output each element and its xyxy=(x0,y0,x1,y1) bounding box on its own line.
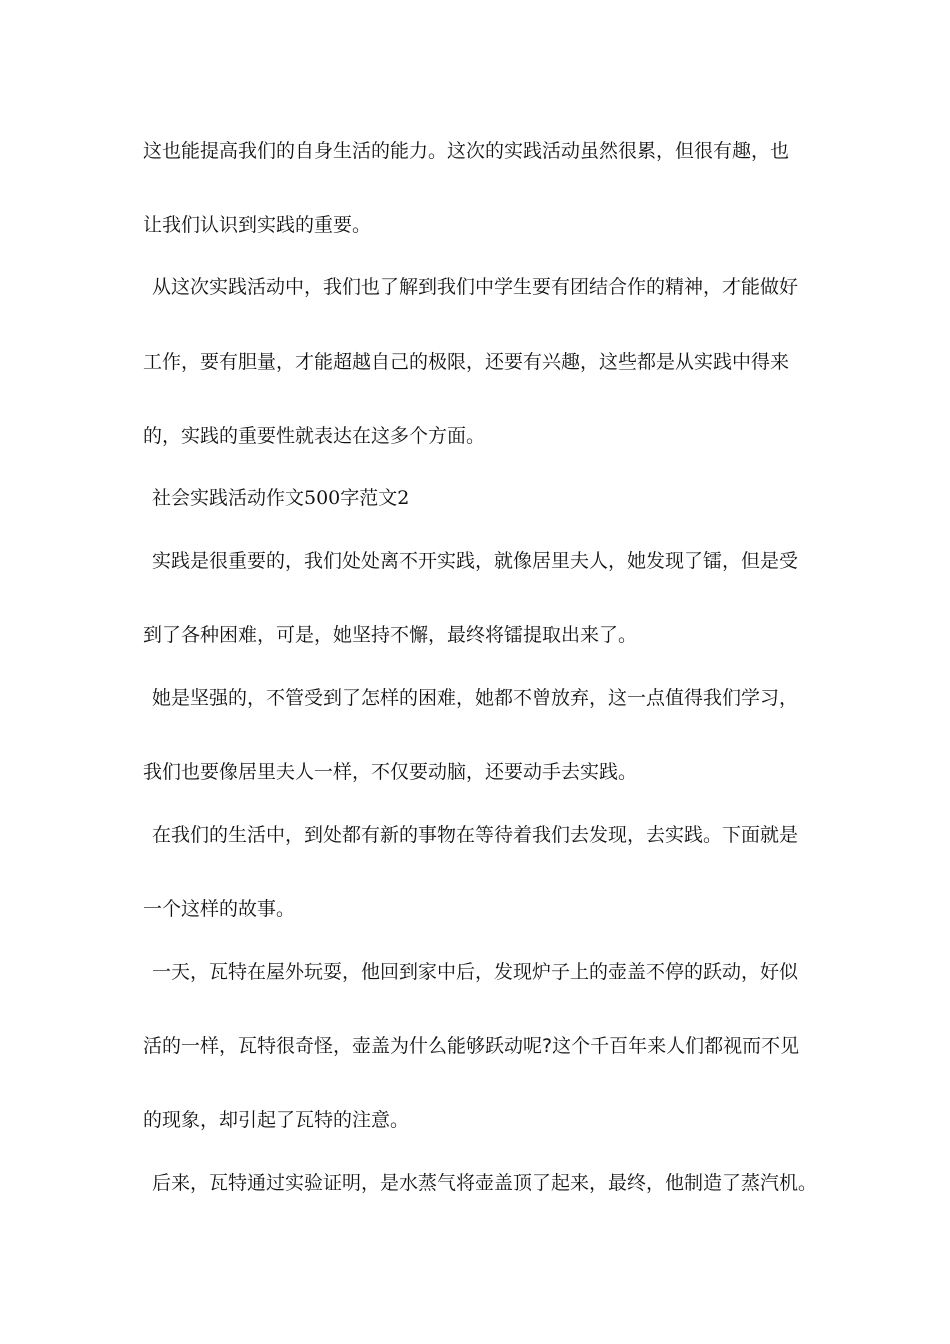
text-line: 这也能提高我们的自身生活的能力。这次的实践活动虽然很累，但很有趣，也 xyxy=(143,140,790,162)
paragraph-start-line: 在我们的生活中，到处都有新的事物在等待着我们去发现，去实践。下面就是 xyxy=(152,824,799,846)
text-line: 一个这样的故事。 xyxy=(143,898,296,920)
paragraph-start-line: 她是坚强的，不管受到了怎样的困难，她都不曾放弃，这一点值得我们学习， xyxy=(152,687,799,709)
paragraph-start-line: 后来，瓦特通过实验证明，是水蒸气将壶盖顶了起来，最终，他制造了蒸汽机。 xyxy=(152,1172,818,1194)
paragraph-start-line: 实践是很重要的，我们处处离不开实践，就像居里夫人，她发现了镭，但是受 xyxy=(152,550,799,572)
text-line: 的，实践的重要性就表达在这多个方面。 xyxy=(143,425,486,447)
section-heading: 社会实践活动作文500字范文2 xyxy=(152,487,410,509)
paragraph-start-line: 从这次实践活动中，我们也了解到我们中学生要有团结合作的精神，才能做好 xyxy=(152,276,799,298)
text-line: 的现象，却引起了瓦特的注意。 xyxy=(143,1109,410,1131)
text-line: 我们也要像居里夫人一样，不仅要动脑，还要动手去实践。 xyxy=(143,761,638,783)
text-line: 活的一样，瓦特很奇怪，壶盖为什么能够跃动呢?这个千百年来人们都视而不见 xyxy=(143,1035,800,1057)
paragraph-start-line: 一天，瓦特在屋外玩耍，他回到家中后，发现炉子上的壶盖不停的跃动，好似 xyxy=(152,961,799,983)
text-line: 让我们认识到实践的重要。 xyxy=(143,214,372,236)
text-line: 工作，要有胆量，才能超越自己的极限，还要有兴趣，这些都是从实践中得来 xyxy=(143,351,790,373)
text-line: 到了各种困难，可是，她坚持不懈，最终将镭提取出来了。 xyxy=(143,624,638,646)
